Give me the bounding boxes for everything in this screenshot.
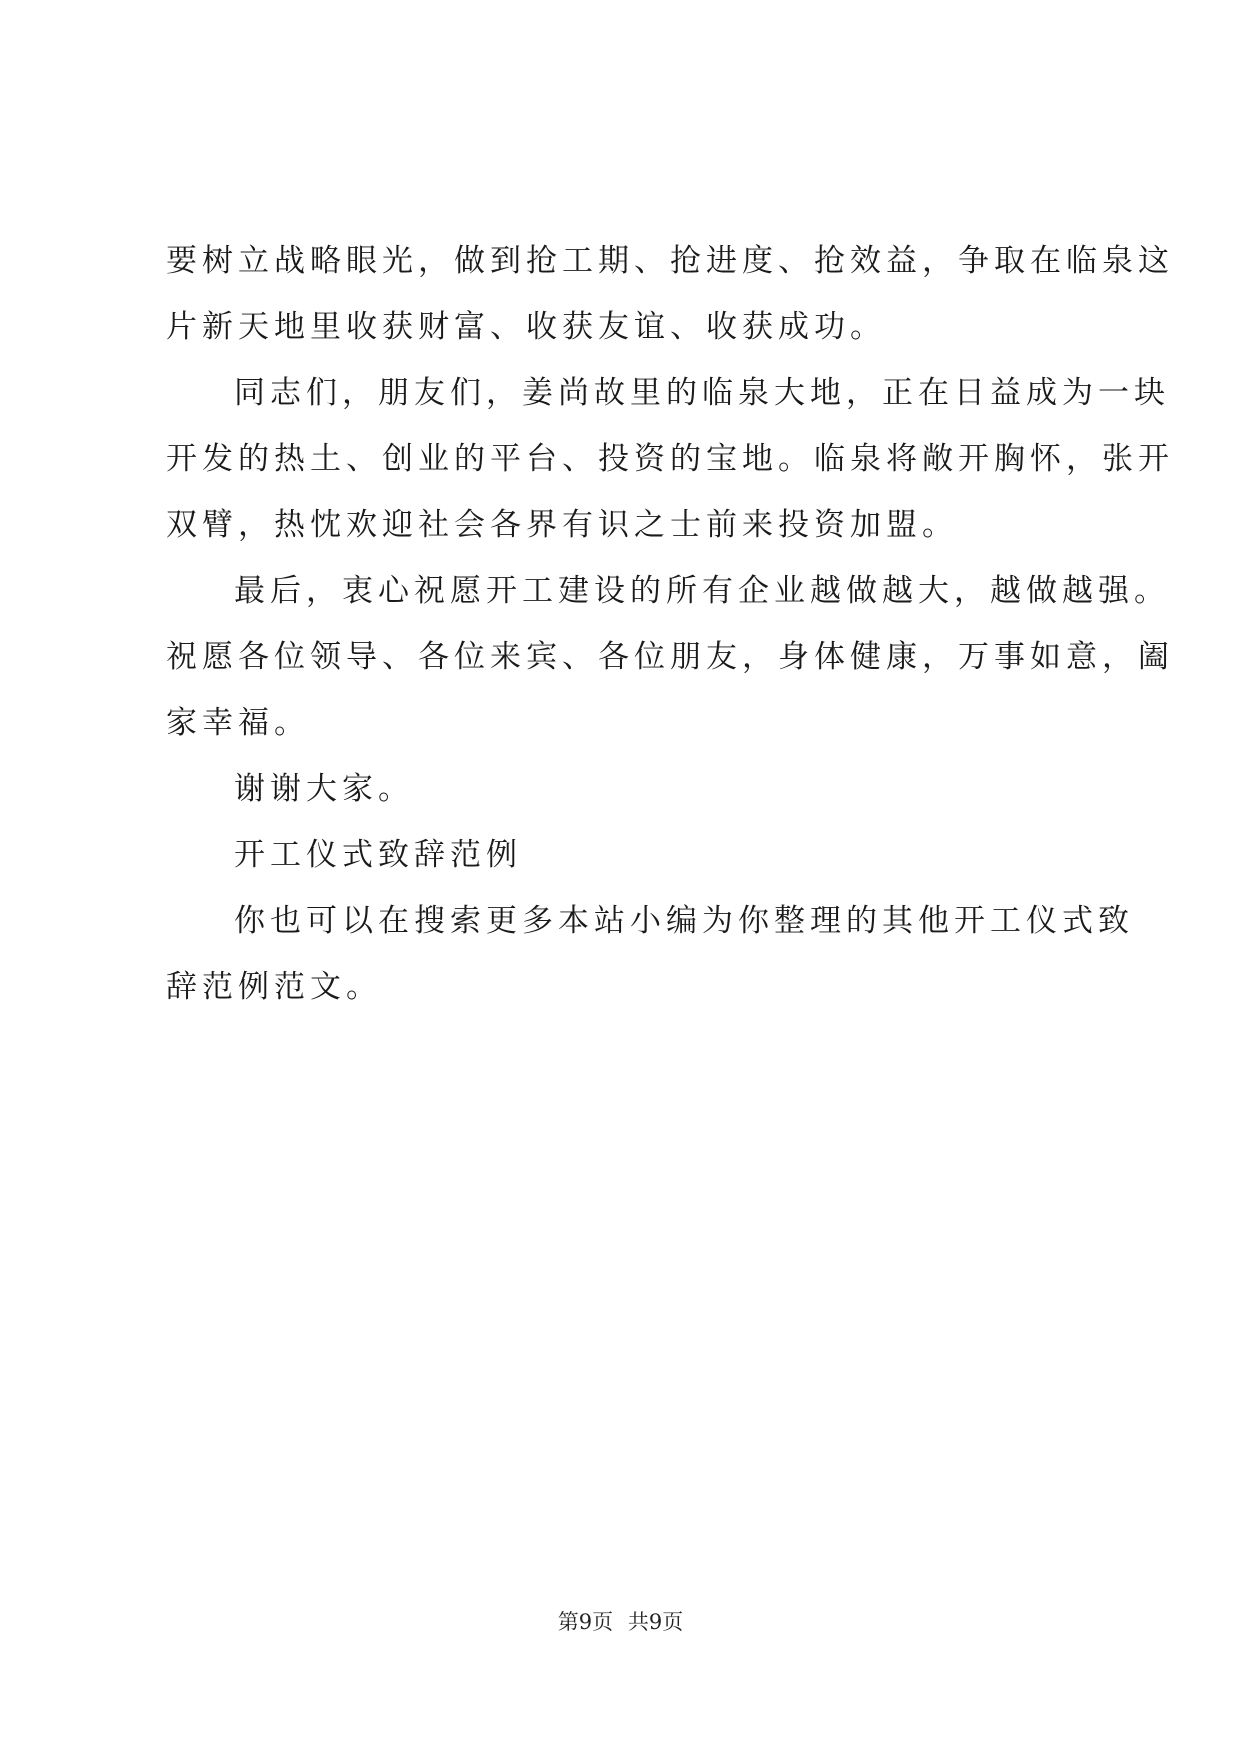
page-total: 共9页 <box>627 1610 684 1634</box>
page-number: 第9页 <box>557 1610 614 1634</box>
text-line: 要树立战略眼光，做到抢工期、抢进度、抢效益，争取在临泉这 <box>166 243 1174 279</box>
text-line: 片新天地里收获财富、收获友谊、收获成功。 <box>166 309 886 345</box>
paragraph-start-line: 谢谢大家。 <box>234 771 414 807</box>
text-line: 辞范例范文。 <box>166 969 382 1005</box>
text-line: 开发的热土、创业的平台、投资的宝地。临泉将敞开胸怀，张开 <box>166 441 1174 477</box>
document-body <box>166 228 1174 1020</box>
paragraph-start-line: 你也可以在搜索更多本站小编为你整理的其他开工仪式致 <box>234 903 1134 939</box>
text-line: 祝愿各位领导、各位来宾、各位朋友，身体健康，万事如意，阖 <box>166 639 1174 675</box>
section-heading: 开工仪式致辞范例 <box>234 837 522 873</box>
text-line: 双臂，热忱欢迎社会各界有识之士前来投资加盟。 <box>166 507 958 543</box>
text-line: 家幸福。 <box>166 705 310 741</box>
page-footer <box>0 1607 1241 1637</box>
paragraph-start-line: 同志们，朋友们，姜尚故里的临泉大地，正在日益成为一块 <box>234 375 1170 411</box>
paragraph-start-line: 最后，衷心祝愿开工建设的所有企业越做越大，越做越强。 <box>234 573 1170 609</box>
